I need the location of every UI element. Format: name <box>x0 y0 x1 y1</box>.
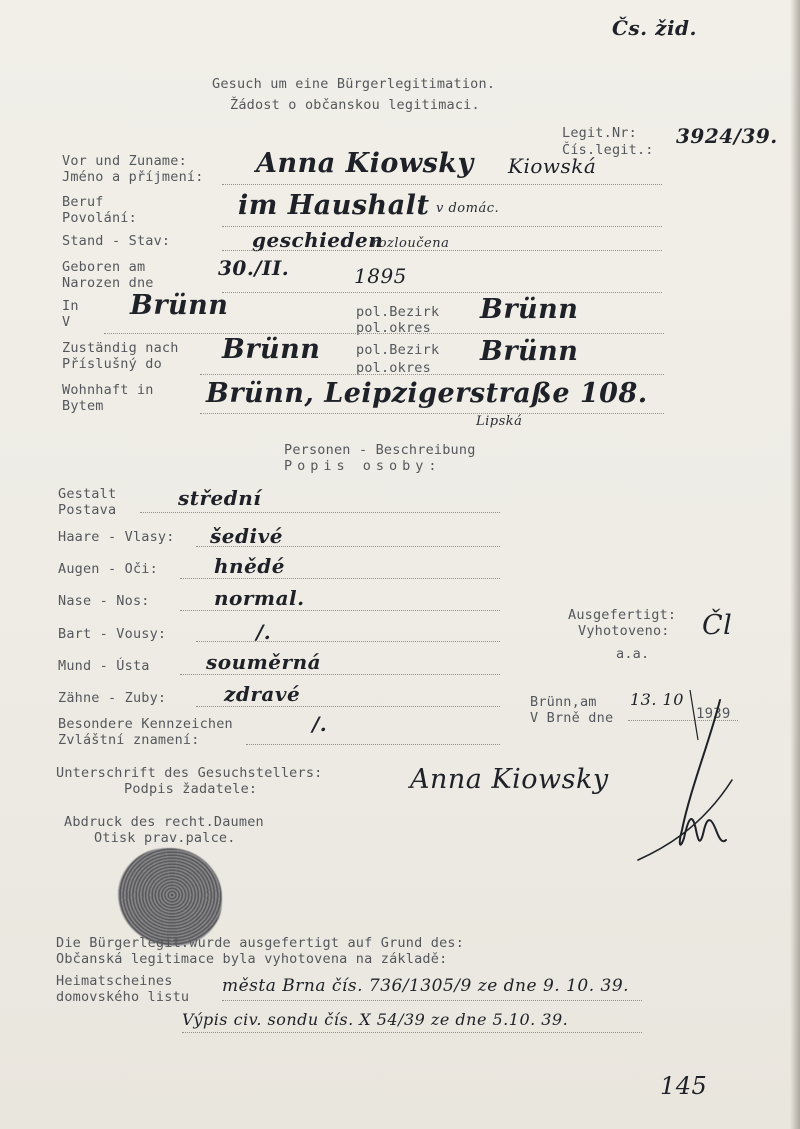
gestalt-label-de: Gestalt <box>58 486 117 502</box>
thumbprint-label-de: Abdruck des recht.Daumen <box>64 814 264 830</box>
besondere-label-de: Besondere Kennzeichen <box>58 716 233 732</box>
zustandig-label-de: Zuständig nach <box>62 340 179 356</box>
signature-value: Anna Kiowsky <box>410 764 609 795</box>
basis-line1-cs: Občanská legitimace byla vyhotovena na základě: <box>56 951 448 967</box>
title-czech: Žádost o občanskou legitimaci. <box>230 97 480 113</box>
zustandig-label-cs: Příslušný do <box>62 356 162 372</box>
signature-label-de: Unterschrift des Gesuchstellers: <box>56 765 323 781</box>
zustandig-value: Brünn <box>222 334 321 365</box>
nase-line <box>180 610 500 611</box>
issued-aa: a.a. <box>616 646 650 662</box>
gestalt-line <box>140 512 500 513</box>
in-bezirk-cs: pol.okres <box>356 320 431 336</box>
beruf-note: v domác. <box>436 201 500 216</box>
thumbprint-image <box>118 848 222 946</box>
besondere-value: /. <box>312 712 328 736</box>
basis-line1 <box>222 1000 642 1001</box>
beruf-value: im Haushalt <box>238 190 430 221</box>
haare-line <box>196 546 500 547</box>
in-label-de: In <box>62 298 79 314</box>
in-bezirk-value: Brünn <box>480 294 579 325</box>
besondere-label-cs: Zvláštní znamení: <box>58 732 200 748</box>
thumbprint-label-cs: Otisk prav.palce. <box>94 830 236 846</box>
bart-line <box>196 641 500 642</box>
geboren-date: 30./II. <box>218 256 290 280</box>
augen-label: Augen - Oči: <box>58 561 158 577</box>
augen-line <box>180 578 500 579</box>
nase-label: Nase - Nos: <box>58 593 150 609</box>
beruf-label-de: Beruf <box>62 194 104 210</box>
issued-place-cs: V Brně dne <box>530 710 614 726</box>
bart-value: /. <box>256 620 272 644</box>
basis-value1: města Brna čís. 736/1305/9 ze dne 9. 10. 39. <box>222 976 630 996</box>
name-label-de: Vor und Zuname: <box>62 153 187 169</box>
bart-label: Bart - Vousy: <box>58 626 167 642</box>
gestalt-label-cs: Postava <box>58 502 117 518</box>
basis-line1-de: Die Bürgerlegit.wurde ausgefertigt auf Grund des: <box>56 935 465 951</box>
augen-value: hnědé <box>214 554 286 578</box>
nase-value: normal. <box>214 586 305 610</box>
page-number: 145 <box>660 1072 708 1100</box>
signature-label-cs: Podpis žadatele: <box>124 781 258 797</box>
in-value: Brünn <box>130 290 229 321</box>
stand-label: Stand - Stav: <box>62 233 171 249</box>
in-label-cs: V <box>62 314 71 330</box>
zustandig-bezirk-value: Brünn <box>480 336 579 367</box>
wohnhaft-label-cs: Bytem <box>62 398 104 414</box>
wohnhaft-line <box>200 413 664 414</box>
description-title-de: Personen - Beschreibung <box>284 442 476 458</box>
issued-year: 1939 <box>696 706 731 722</box>
name-line <box>222 184 662 185</box>
legit-label-de: Legit.Nr: <box>562 125 637 141</box>
geboren-line <box>222 292 662 293</box>
basis-line2 <box>182 1032 642 1033</box>
wohnhaft-label-de: Wohnhaft in <box>62 382 154 398</box>
zustandig-bezirk-de: pol.Bezirk <box>356 342 440 358</box>
haare-value: šedivé <box>210 524 283 548</box>
issued-date: 13. 10 <box>630 690 684 709</box>
stand-line <box>222 250 662 251</box>
mund-label: Mund - Ústa <box>58 658 150 674</box>
title-german: Gesuch um eine Bürgerlegitimation. <box>212 76 496 92</box>
name-note: Kiowská <box>508 154 597 178</box>
official-signature-mark <box>620 680 760 880</box>
in-line <box>104 333 664 334</box>
name-label-cs: Jméno a příjmení: <box>62 169 204 185</box>
haare-label: Haare - Vlasy: <box>58 529 175 545</box>
zustandig-bezirk-cs: pol.okres <box>356 360 431 376</box>
name-value: Anna Kiowsky <box>256 148 474 179</box>
issued-label-cs: Vyhotoveno: <box>578 623 670 639</box>
issued-initials: Čl <box>702 610 733 641</box>
description-title-cs: Popis osoby: <box>284 458 442 474</box>
basis-label-de: Heimatscheines <box>56 973 173 989</box>
mund-value: souměrná <box>206 650 322 674</box>
geboren-year: 1895 <box>354 264 407 288</box>
zahne-line <box>196 706 500 707</box>
gestalt-value: střední <box>178 486 262 510</box>
mund-line <box>180 674 500 675</box>
geboren-label-de: Geboren am <box>62 259 146 275</box>
beruf-line <box>222 226 662 227</box>
stand-note: rozloučena <box>372 236 450 251</box>
in-bezirk-de: pol.Bezirk <box>356 304 440 320</box>
legit-number: 3924/39. <box>676 124 778 148</box>
stand-value: geschieden <box>252 228 384 252</box>
wohnhaft-value: Brünn, Leipzigerstraße 108. <box>206 378 648 409</box>
geboren-label-cs: Narozen dne <box>62 275 154 291</box>
corner-note: Čs. žid. <box>612 16 698 40</box>
basis-value2: Výpis civ. sondu čís. X 54/39 ze dne 5.10. 39. <box>182 1010 569 1029</box>
wohnhaft-note: Lipská <box>476 414 523 429</box>
basis-label-cs: domovského listu <box>56 989 190 1005</box>
beruf-label-cs: Povolání: <box>62 210 137 226</box>
besondere-line <box>246 744 500 745</box>
zahne-value: zdravé <box>224 682 301 706</box>
legit-label-cs: Čís.legit.: <box>562 142 654 158</box>
zustandig-line <box>200 374 664 375</box>
zahne-label: Zähne - Zuby: <box>58 690 167 706</box>
issued-label-de: Ausgefertigt: <box>568 607 677 623</box>
issued-place-de: Brünn,am <box>530 694 597 710</box>
